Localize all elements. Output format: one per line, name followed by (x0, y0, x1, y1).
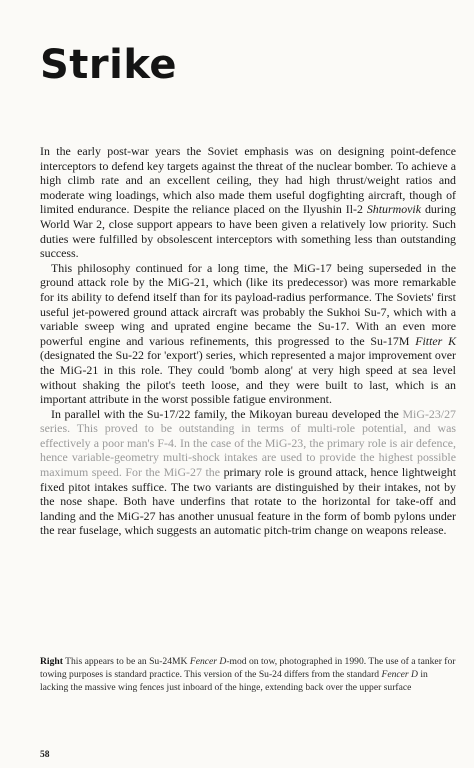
text-run: in lacking the massive wing fences just inboard of the hinge, extending back over the upper surface (40, 669, 428, 694)
text-run: (designated the Su-22 for 'export') series, which represented a major improvement over the MiG-21 in this role. They could 'bomb along' at very high speed at sea level without shaking the pilot's teeth loose, and they were built to last, which is an important attribute in the worst possible fatigue environment. (40, 348, 456, 407)
page-title: Strike (40, 42, 178, 88)
article-body (40, 144, 456, 538)
text-run: MiG-23/27 series. This proved to be outstanding in terms of multi-role potential, and was effectively a poor man's F-4. In the case of the MiG-23, the primary role is air defence, hence variable-geometry multi-shock intakes are used to provide the highest possible maximum speed. For the MiG-27 the (40, 406, 456, 480)
italic-text: Fencer D (189, 656, 227, 667)
page-number: 58 (40, 750, 50, 760)
italic-text: Fencer D (381, 669, 418, 681)
italic-text: Fitter K (415, 333, 456, 348)
paragraph-3 (40, 407, 456, 538)
text-run: -mod on tow, photographed in 1990. The use of a tanker for towing purposes is standard practice. This version of the Su-24 differs from the standard (40, 656, 456, 681)
text-run: This appears to be an Su-24MK (62, 656, 190, 667)
photo-caption (40, 655, 456, 695)
italic-text: Shturmovik (366, 202, 422, 217)
paragraph-1 (40, 144, 456, 261)
caption-lead: Right (40, 656, 63, 667)
paragraph-2 (40, 261, 456, 407)
caption-text (40, 656, 455, 693)
text-run: In the early post-war years the Soviet emphasis was on designing point-defence interceptors to defend key targets against the threat of the nuclear bomber. To achieve a high climb rate and an excellent ceiling, they had high thrust/weight ratios and moderate wing loadings, which also made them useful dogfighting aircraft, though of limited endurance. Despite the reliance placed on the Ilyushin Il-2 (40, 144, 456, 217)
text-run: primary role is ground attack, hence lightweight fixed pitot intakes suffice. The two variants are distinguished by their intakes, not by the nose shape. Both have underfins that rotate to the horizontal for take-off and landing and the MiG-27 has another unusual feature in the form of bomb pylons under the rear fuselage, which suggests an automatic pitch-trim change on weapons release. (40, 465, 456, 538)
text-run: during World War 2, close support appears to have been given a relatively low priority. Such duties were fulfilled by obsolescent interceptors with something less than outstanding success. (40, 202, 456, 261)
text-run: In parallel with the Su-17/22 family, the Mikoyan bureau developed the (51, 406, 403, 421)
text-run: This philosophy continued for a long time, the MiG-17 being superseded in the ground attack role by the MiG-21, which (like its predecessor) was more remarkable for its ability to defend itself than for its payload-radius performance. The Soviets' first useful jet-powered ground attack aircraft was probably the Sukhoi Su-7, which with a variable sweep wing and uprated engine became the Su-17. With an even more powerful engine and various refinements, this progressed to the Su-17M (40, 260, 456, 348)
